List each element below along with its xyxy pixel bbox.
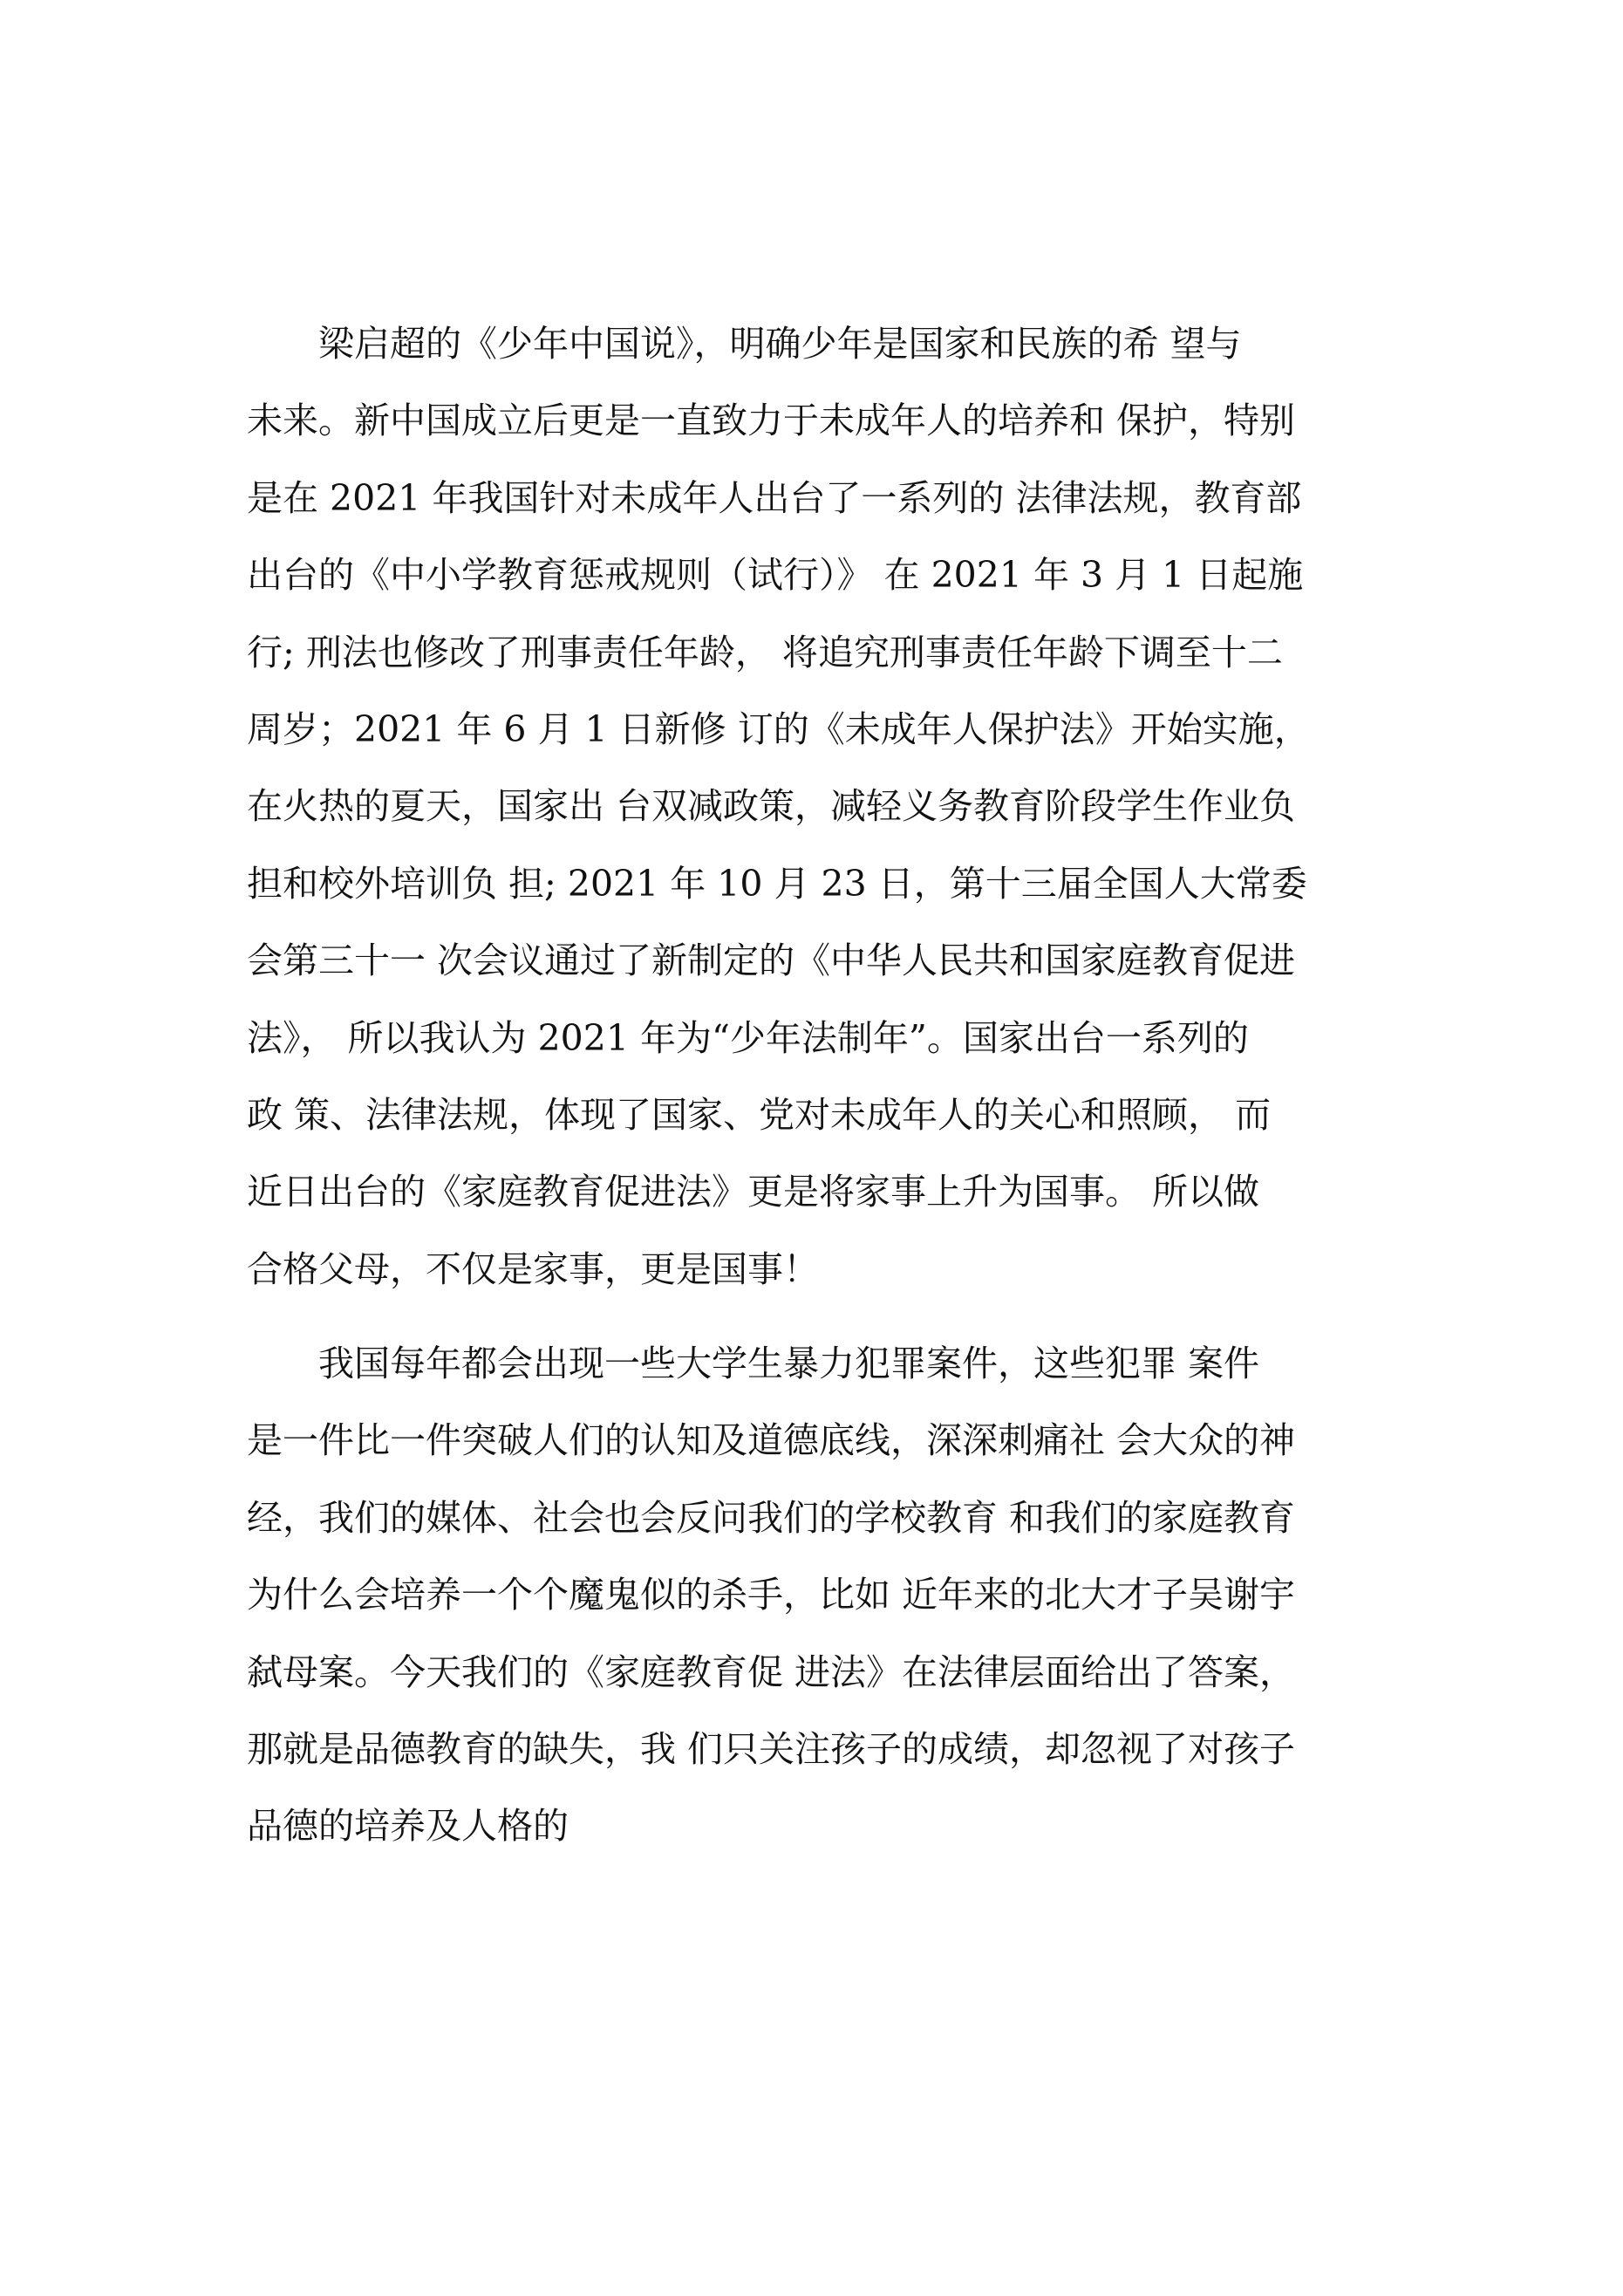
text-line: 弑母案。今天我们的《家庭教育促 进法》在法律层面给出了答案， [247,1650,1296,1693]
text-line: 担和校外培训负 担; 2021 年 10 月 23 日，第十三届全国人大常委 [247,862,1307,905]
text-line: 出台的《中小学教育惩戒规则（试行）》 在 2021 年 3 月 1 日起施 [247,554,1304,597]
paragraph-2 [247,1325,1381,1865]
text-line: 周岁；2021 年 6 月 1 日新修 订的《未成年人保护法》开始实施， [247,707,1310,750]
text-line: 是在 2021 年我国针对未成年人出台了一系列的 法律法规，教育部 [247,476,1302,519]
text-line: 那就是品德教育的缺失，我 们只关注孩子的成绩，却忽视了对孩子 [247,1728,1296,1771]
text-line: 法》， 所以我认为 2021 年为“少年法制年”。国家出台一系列的 [247,1016,1249,1059]
paragraph-1 [247,305,1381,1308]
text-line: 是一件比一件突破人们的认知及道德底线，深深刺痛社 会大众的神 [247,1419,1296,1462]
text-line: 我国每年都会出现一些大学生暴力犯罪案件，这些犯罪 案件 [247,1343,1260,1385]
text-line: 未来。新中国成立后更是一直致力于未成年人的培养和 保护，特别 [247,400,1296,442]
text-line: 品德的培养及人格的 [247,1805,569,1848]
text-line: 会第三十一 次会议通过了新制定的《中华人民共和国家庭教育促进 [247,940,1296,982]
text-line: 经，我们的媒体、社会也会反问我们的学校教育 和我们的家庭教育 [247,1496,1296,1539]
text-line: 行; 刑法也修改了刑事责任年龄， 将追究刑事责任年龄下调至十二 [247,631,1283,673]
document-body [247,305,1381,1865]
text-line: 为什么会培养一个个魔鬼似的杀手，比如 近年来的北大才子吴谢宇 [247,1574,1296,1616]
text-line: 近日出台的《家庭教育促进法》更是将家事上升为国事。 所以做 [247,1171,1260,1213]
text-line: 梁启超的《少年中国说》，明确少年是国家和民族的希 望与 [247,323,1242,365]
text-line: 在火热的夏天，国家出 台双减政策，减轻义务教育阶段学生作业负 [247,785,1296,828]
text-line: 政 策、法律法规，体现了国家、党对未成年人的关心和照顾， 而 [247,1093,1272,1136]
text-line: 合格父母，不仅是家事，更是国事！ [247,1247,819,1290]
